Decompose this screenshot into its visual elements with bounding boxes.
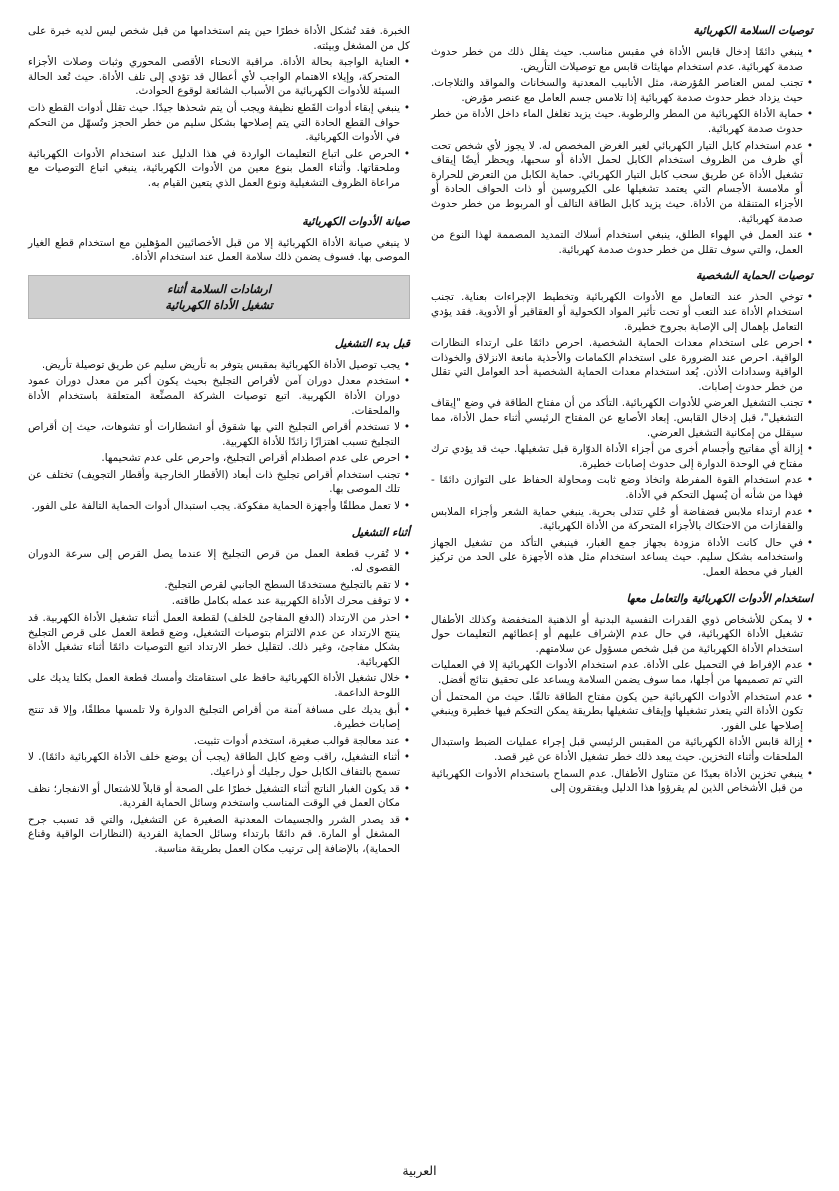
list-item: • عدم ارتداء ملابس فضفاضة أو حُلي تتدلى بحرية. ينبغي حماية الشعر وأجزاء الملابس والقفازات من الاحتكاك بالأجزاء المتحركة من الأداة الكهربائية. — [431, 505, 813, 534]
list-item: • قد يكون الغبار الناتج أثناء التشغيل خطرًا على الصحة أو قابلاً للاشتعال أو الانفجار؛ نظف مكان العمل في الوقت المناسب واستخدم وسائل الحماية الفردية. — [28, 782, 410, 811]
before-operation-list — [28, 358, 410, 514]
banner-line-2: تشغيل الأداة الكهربائية — [165, 297, 273, 312]
personal-protection-list — [431, 290, 813, 579]
list-item: • تجنب التشغيل العرضي للأدوات الكهربائية. التأكد من أن مفتاح الطاقة في وضع "إيقاف التشغيل"، قبل إدخال القابس. إبعاد الأصابع عن المفتاح الرئيسي أثناء حمل الأداة، مما سيقلل من إمكانية التشغيل العرضي. — [431, 396, 813, 440]
list-item: • لا تقم بالتجليخ مستخدمًا السطح الجانبي لقرص التجليخ. — [28, 578, 410, 593]
list-item: • حماية الأداة الكهربائية من المطر والرطوبة. حيث يزيد تغلغل الماء داخل الأداة من خطر حدوث صدمة كهربائية. — [431, 107, 813, 136]
list-item: • عدم استخدام كابل التيار الكهربائي لغير الغرض المخصص له. لا يجوز لأي شخص تحت أي ظرف من الظروف استخدام الكابل لحمل الأداة أو سحبها، ويحظر أيضًا إيقاف تشغيل الأداة عن طريق سحب كابل التيار الكهربائي. حماية الكابل من التعرض للحرارة أو ملامسة الأجسام التي يعتمد تشغيلها على الكيروسين أو ذات الحواف الحادة أو الأجزاء المتنقلة من الأداة. حيث يزيد كابل الطاقة التالف أو المربوط من خطر حدوث صدمة كهربائية. — [431, 139, 813, 227]
section-heading-before-operation: قبل بدء التشغيل — [334, 336, 410, 350]
list-item: • في حال كانت الأداة مزودة بجهاز جمع الغبار، فينبغي التأكد من تشغيل الجهاز واستخدامه بشكل سليم. حيث يساعد استخدام مثل هذه الأجهزة على الحد من تركيز الغبار في محطة العمل. — [431, 536, 813, 580]
list-item: • ينبغي دائمًا إدخال قابس الأداة في مقبس مناسب. حيث يقلل ذلك من خطر حدوث صدمة كهربائية. عدم استخدام مهايئات قابس مع توصيلات التأريض. — [431, 45, 813, 74]
section-heading-during-operation: أثناء التشغيل — [351, 525, 410, 539]
list-item: • ينبغي إبقاء أدوات القَطع نظيفة ويجب أن يتم شحذها جيدًا. حيث تقلل أدوات القطع ذات حواف القطع الحادة التي يتم إصلاحها بشكل سليم من خطر الحجز وتُسهّل من التحكم في الأدوات الكهربائية. — [28, 101, 410, 145]
list-item: • عدم الإفراط في التحميل على الأداة. عدم استخدام الأدوات الكهربائية إلا في العمليات التي تم تصميمها من أجلها، مما سوف يضمن السلامة ويساعد على تحقيق نتائج أفضل. — [431, 658, 813, 687]
list-item: • احذر من الارتداد (الدفع المفاجئ للخلف) لقطعة العمل أثناء تشغيل الأداة الكهربية. قد ينتج الارتداد عن عدم الالتزام بتوصيات التشغيل، وضع قطعة العمل على قرص التجليخ بشكل مفاجئ، وغير ذلك. لتقليل خطر الارتداد اتبع التوصيات دائمًا أثناء تشغيل الأداة الكهربائية. — [28, 611, 410, 669]
right-column — [431, 24, 813, 808]
list-item: • احرص على استخدام معدات الحماية الشخصية. احرص دائمًا على ارتداء النظارات الواقية. احرص عند الضرورة على استخدام الكمامات والأحذية مانعة الانزلاق والخوذات الواقية وسدادات الأذن. يُعد استخدام معدات الحماية الشخصية أحد العوامل التي تقلل من خطر حدوث إصابات. — [431, 336, 813, 394]
list-item: • لا تستخدم أقراص التجليخ التي بها شقوق أو انشطارات أو تشوهات، حيث إن أقراص التجليخ تسبب اهتزازًا زائدًا للأداة الكهربية. — [28, 420, 410, 449]
section-heading-electrical-safety: توصيات السلامة الكهربائية — [693, 24, 813, 37]
list-item: • توخي الحذر عند التعامل مع الأدوات الكهربائية وتخطيط الإجراءات بعناية. تجنب استخدام الأداة عند التعب أو تحت تأثير المواد الكحولية أو العقاقير أو الأدوية. فقد يؤدي التعامل بإهمال إلى الإصابة بجروح خطيرة. — [431, 290, 813, 334]
maintenance-text: لا ينبغي صيانة الأداة الكهربائية إلا من قبل الأخصائيين المؤهلين مع استخدام قطع الغيار الموصى بها. فسوف يضمن ذلك سلامة العمل عند استخدام الأداة. — [28, 236, 410, 264]
list-item: • عدم استخدام الأدوات الكهربائية حين يكون مفتاح الطاقة تالفًا. حيث من المحتمل أن تكون الأداة التي يتعذر تشغيلها وإيقاف تشغيلها بطريقة يمكن التحكم فيها خطيرة وينبغي إصلاحها على الفور. — [431, 690, 813, 734]
list-item: • أبق يديك على مسافة آمنة من أقراص التجليخ الدوارة ولا تلمسها مطلقًا، وإلا قد تنتج إصابات خطيرة. — [28, 703, 410, 732]
list-item: • إزالة قابس الأداة الكهربائية من المقبس الرئيسي قبل إجراء عمليات الضبط واستبدال الملحقات وأثناء التخزين. حيث يبعد ذلك خطر تشغيل الأداة عن غير قصد. — [431, 735, 813, 764]
list-item: • عدم استخدام القوة المفرطة واتخاذ وضع ثابت ومحاولة الحفاظ على التوازن دائمًا - فهذا من شأنه أن يُسهل التحكم في الأداة. — [431, 473, 813, 502]
list-item: • أثناء التشغيل، راقب وضع كابل الطاقة (يجب أن يوضع خلف الأداة الكهربائية دائمًا). لا تسمح بالتفاف الكابل حول رجليك أو ذراعيك. — [28, 750, 410, 779]
banner-line-1: ارشادات السلامة أثناء — [167, 281, 271, 296]
list-item: • استخدم معدل دوران آمن لأقراص التجليخ بحيث يكون أكبر من معدل دوران عمود دوران الأداة الكهربية. اتبع توصيات الشركة المصنِّعة المتعلقة باستخدام الأداة والملحقات. — [28, 374, 410, 418]
list-item: • قد يصدر الشرر والجسيمات المعدنية الصغيرة عن التشغيل، والتي قد تسبب جرح المشغل أو المارة. قم دائمًا بارتداء وسائل الحماية الفردية (النظارات الواقية وقناع الحماية)، بالإضافة إلى ترتيب مكان العمل بطريقة مناسبة. — [28, 813, 410, 857]
electrical-safety-list — [431, 45, 813, 257]
page-footer-language: العربية — [402, 1163, 437, 1178]
list-item: • عند العمل في الهواء الطلق، ينبغي استخدام أسلاك التمديد المصممة لهذا النوع من العمل، والتي سوف تقلل من خطر حدوث صدمة كهربائية. — [431, 228, 813, 257]
list-item: • لا توقف محرك الأداة الكهربية عند عمله بكامل طاقته. — [28, 594, 410, 609]
list-item: • يجب توصيل الأداة الكهربائية بمقبس يتوفر به تأريض سليم عن طريق توصيلة تأريض. — [28, 358, 410, 373]
list-item: • خلال تشغيل الأداة الكهربائية حافظ على استقامتك وأمسك قطعة العمل بكلتا يديك على اللوحة الداعمة. — [28, 671, 410, 700]
left-column — [28, 24, 410, 869]
list-item: • لا تُقرب قطعة العمل من قرص التجليخ إلا عندما يصل القرص إلى سرعة الدوران القصوى له. — [28, 547, 410, 576]
list-item: • عند معالجة قوالب صغيرة، استخدم أدوات تثبيت. — [28, 734, 410, 749]
list-item: • ينبغي تخزين الأداة بعيدًا عن متناول الأطفال. عدم السماح باستخدام الأدوات الكهربائية من قبل الأشخاص الذين لم يقرؤوا هذا الدليل ويفتقرون إلى — [431, 767, 813, 796]
list-item: • الحرص على اتباع التعليمات الواردة في هذا الدليل عند استخدام الأدوات الكهربائية وملحقاتها. وأثناء العمل بنوع معين من الأدوات الكهربائية، ينبغي اتباع التوصيات مع مراعاة الظروف التشغيلية ونوع العمل الذي يتعين القيام به. — [28, 147, 410, 191]
list-item: • تجنب استخدام أقراص تجليخ ذات أبعاد (الأقطار الخارجية وأقطار التجويف) تختلف عن تلك الموصى بها. — [28, 468, 410, 497]
during-operation-list — [28, 547, 410, 857]
tool-use-list — [431, 613, 813, 796]
list-item: • لا تعمل مطلقًا وأجهزة الحماية مفكوكة. يجب استبدال أدوات الحماية التالفة على الفور. — [28, 499, 410, 514]
section-heading-personal-protection: توصيات الحماية الشخصية — [695, 269, 813, 283]
list-item: • لا يمكن للأشخاص ذوي القدرات النفسية البدنية أو الذهنية المنخفضة وكذلك الأطفال تشغيل الأداة الكهربائية، في حال عدم الإشراف عليهم أو إعطائهم التعليمات حول استخدام الأداة الكهربائية من قبل شخص مسؤول عن سلامتهم. — [431, 613, 813, 657]
continuation-list — [28, 24, 410, 191]
list-item: • العناية الواجبة بحالة الأداة. مراقبة الانحناء الأقصى المحوري وثبات وصلات الأجزاء المتحركة، وإيلاء الاهتمام الواجب لأي أعطال قد تؤدي إلى تلف الأداة. حيث تُعد الحالة السيئة للأدوات الكهربائية من الأسباب الشائعة لوقوع الحوادث. — [28, 55, 410, 99]
list-item: • إزالة أي مفاتيح وأجسام أخرى من أجزاء الأداة الدوّارة قبل تشغيلها. حيث قد يؤدي ترك مفتاح في الوحدة الدوارة إلى حدوث إصابات خطيرة. — [431, 442, 813, 471]
section-heading-tool-use: استخدام الأدوات الكهربائية والتعامل معها — [626, 591, 813, 605]
safety-during-operation-banner — [28, 275, 410, 319]
list-item-continuation: الخبرة. فقد تُشكل الأداة خطرًا حين يتم استخدامها من قبل شخص ليس لديه خبرة على كل من المشغل وبيئته. — [28, 25, 410, 52]
section-heading-maintenance: صيانة الأدوات الكهربائية — [302, 214, 410, 228]
list-item: • تجنب لمس العناصر المُؤرضة، مثل الأنابيب المعدنية والسخانات والمواقد والثلاجات. حيث يزداد خطر حدوث صدمة كهربائية إذا تلامس جسم العامل مع عنصر مؤرض. — [431, 76, 813, 105]
list-item: • احرص على عدم اصطدام أقراص التجليخ، واحرص على عدم تشحيمها. — [28, 451, 410, 466]
